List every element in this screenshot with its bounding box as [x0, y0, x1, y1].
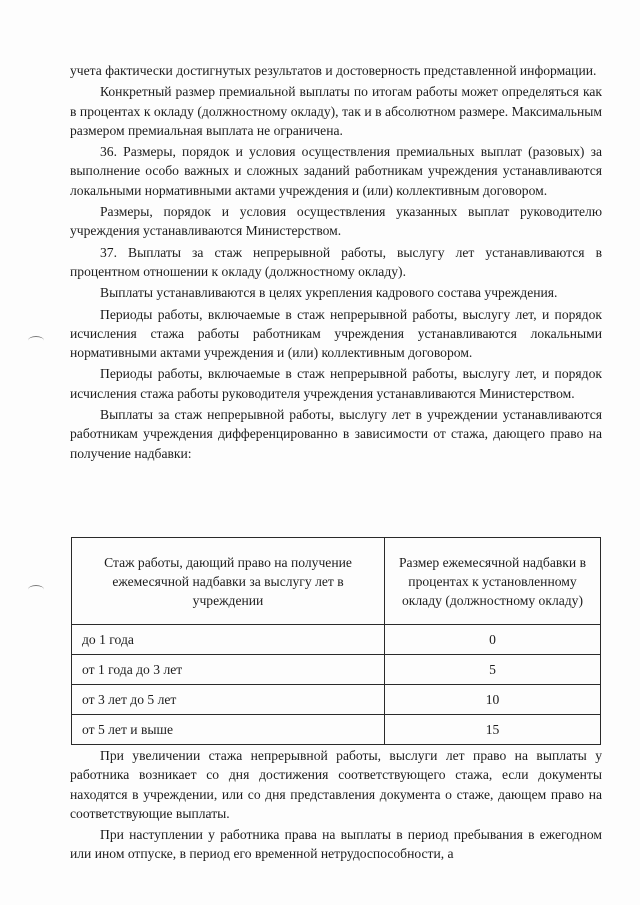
table-cell-value: 0 [385, 625, 601, 655]
seniority-allowance-table [71, 537, 601, 745]
table-cell-value: 10 [385, 685, 601, 715]
paragraph: учета фактически достигнутых результатов и достоверность представленной информации. [70, 63, 597, 78]
table-row [72, 655, 601, 685]
table-row [72, 715, 601, 745]
table-header-seniority: Стаж работы, дающий право на получение ежемесячной надбавки за выслугу лет в учреждении [72, 538, 385, 625]
body-text-bottom [70, 746, 602, 864]
paragraph: Выплаты за стаж непрерывной работы, выслугу лет в учреждении устанавливаются работникам учреждения дифференцированно в зависимости от стажа, дающего право на получение надбавки: [70, 407, 602, 461]
table-cell-period: от 5 лет и выше [72, 715, 385, 745]
table-row [72, 685, 601, 715]
paragraph: При увеличении стажа непрерывной работы, выслуги лет право на выплаты у работника возникает со дня достижения соответствующего стажа, если документы находятся в учреждении, или со дня представления документа о стаже, дающем право на соответствующие выплаты. [70, 748, 602, 821]
paragraph: Размеры, порядок и условия осуществления указанных выплат руководителю учреждения устанавливаются Министерством. [70, 204, 602, 239]
paragraph: Периоды работы, включаемые в стаж непрерывной работы, выслугу лет, и порядок исчисления стажа работы руководителя учреждения устанавливаются Министерством. [70, 366, 602, 401]
paragraph: Выплаты устанавливаются в целях укрепления кадрового состава учреждения. [100, 285, 558, 301]
punch-hole-mark [28, 585, 44, 594]
table-cell-value: 15 [385, 715, 601, 745]
paragraph: Конкретный размер премиальной выплаты по итогам работы может определяться как в процентах к окладу (должностному окладу), так и в абсолютном размере. Максимальным размером премиальная выплата не ограничена. [70, 84, 602, 138]
table-header-row [72, 538, 601, 625]
table-cell-period: от 3 лет до 5 лет [72, 685, 385, 715]
table-cell-period: до 1 года [72, 625, 385, 655]
table-cell-value: 5 [385, 655, 601, 685]
table-row [72, 625, 601, 655]
paragraph: При наступлении у работника права на выплаты в период пребывания в ежегодном или ином отпуске, в период его временной нетрудоспособности, а [70, 827, 602, 862]
paragraph: Периоды работы, включаемые в стаж непрерывной работы, выслугу лет, и порядок исчисления стажа работы работникам учреждения устанавливаются локальными нормативными актами учреждения и (или) коллективным договором. [70, 306, 602, 361]
table-cell-period: от 1 года до 3 лет [72, 655, 385, 685]
paragraph-clause-37: 37. Выплаты за стаж непрерывной работы, выслугу лет устанавливаются в процентном отношении к окладу (должностному окладу). [70, 244, 602, 279]
body-text-top [70, 61, 602, 463]
punch-hole-mark [28, 336, 44, 345]
table-header-allowance: Размер ежемесячной надбавки в процентах к установленному окладу (должностному окладу) [385, 538, 601, 625]
paragraph-clause-36: 36. Размеры, порядок и условия осуществления премиальных выплат (разовых) за выполнение особо важных и сложных заданий работникам учреждения устанавливаются локальными нормативными актами учреждения и (или) коллективным договором. [70, 144, 602, 198]
